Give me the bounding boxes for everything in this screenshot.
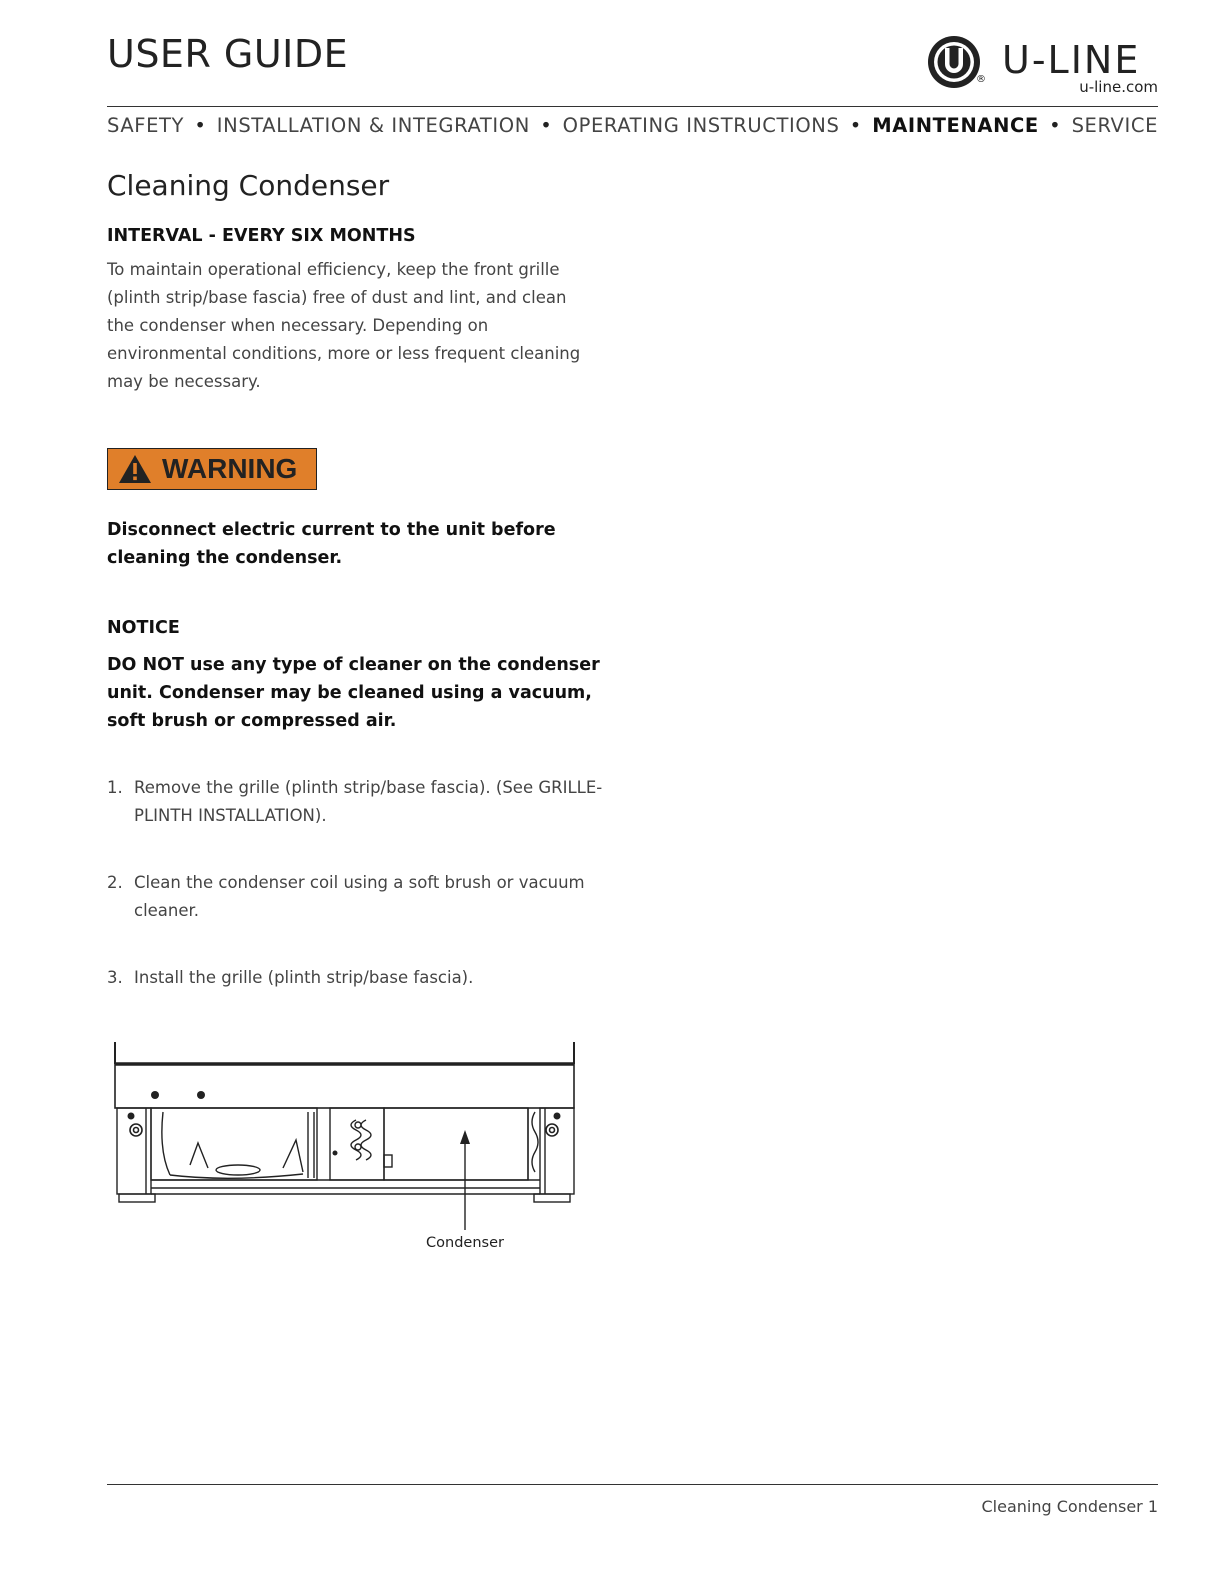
notice-message: DO NOT use any type of cleaner on the condenser unit. Condenser may be cleaned using a vacuum, soft brush or compressed air. xyxy=(107,655,600,731)
interval-heading: INTERVAL - EVERY SIX MONTHS xyxy=(107,226,416,246)
warning-banner xyxy=(107,448,317,490)
step-number: 2. xyxy=(107,873,123,892)
nav-separator: • xyxy=(1049,114,1062,137)
nav-separator: • xyxy=(540,114,553,137)
condenser-diagram xyxy=(108,1040,578,1255)
step-text: Remove the grille (plinth strip/base fascia). (See GRILLE-PLINTH INSTALLATION). xyxy=(134,778,603,825)
header-divider xyxy=(107,106,1158,107)
condenser-callout-label: Condenser xyxy=(426,1235,504,1251)
notice-heading: NOTICE xyxy=(107,618,180,638)
nav-separator: • xyxy=(849,114,862,137)
step-item xyxy=(107,964,607,992)
nav-separator: • xyxy=(194,114,207,137)
step-number: 3. xyxy=(107,968,123,987)
footer-divider xyxy=(107,1484,1158,1485)
step-item xyxy=(107,774,607,830)
nav-item-safety[interactable]: SAFETY xyxy=(107,114,185,137)
step-item xyxy=(107,869,607,925)
page-title: USER GUIDE xyxy=(107,32,349,76)
intro-paragraph: To maintain operational efficiency, keep the front grille (plinth strip/base fascia) free of dust and lint, and clean the condenser when necessary. Depending on environmental conditions, more or less frequent cleaning may be necessary. xyxy=(107,260,581,391)
section-title: Cleaning Condenser xyxy=(107,169,390,202)
u-line-logo-icon xyxy=(926,34,982,90)
brand-logo[interactable] xyxy=(926,34,1162,96)
warning-triangle-icon xyxy=(118,454,152,484)
warning-message: Disconnect electric current to the unit before cleaning the condenser. xyxy=(107,520,556,568)
registered-mark: ® xyxy=(976,74,986,85)
nav-item-operating[interactable]: OPERATING INSTRUCTIONS xyxy=(562,114,840,137)
section-nav xyxy=(107,114,1158,137)
nav-item-maintenance[interactable]: MAINTENANCE xyxy=(872,114,1039,137)
page-footer-label: Cleaning Condenser 1 xyxy=(981,1497,1158,1516)
website-link[interactable]: u-line.com xyxy=(1079,78,1158,96)
step-number: 1. xyxy=(107,778,123,797)
nav-item-installation[interactable]: INSTALLATION & INTEGRATION xyxy=(216,114,530,137)
logo-wordmark: U-LINE xyxy=(1002,38,1141,82)
step-text: Install the grille (plinth strip/base fascia). xyxy=(134,968,474,987)
step-text: Clean the condenser coil using a soft brush or vacuum cleaner. xyxy=(134,873,585,920)
warning-label: WARNING xyxy=(162,453,298,484)
nav-item-service[interactable]: SERVICE xyxy=(1071,114,1158,137)
